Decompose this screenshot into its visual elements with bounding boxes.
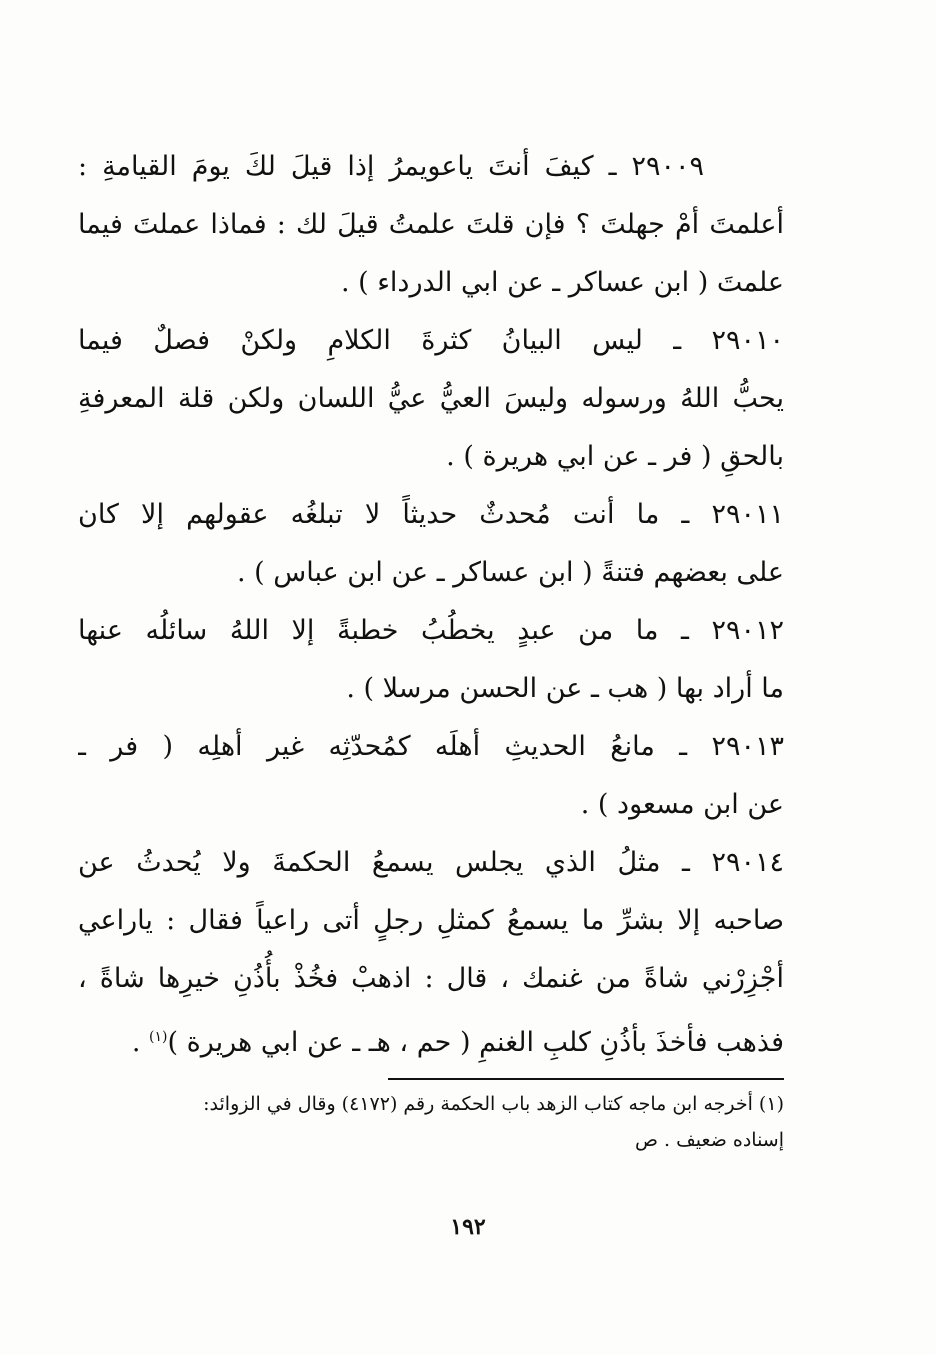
hadith-29011-line-1: ٢٩٠١١ ـ ما أنت مُحدثٌ حديثاً لا تبلغُه عقولهم إلا كان bbox=[78, 499, 784, 530]
hadith-29011-line-2: على بعضهم فتنةً ( ابن عساكر ـ عن ابن عباس ) . bbox=[237, 557, 784, 588]
hadith-29012-line-2: ما أراد بها ( هب ـ عن الحسن مرسلا ) . bbox=[346, 673, 784, 704]
hadith-29012-line-1: ٢٩٠١٢ ـ ما من عبدٍ يخطُبُ خطبةً إلا اللهُ سائلُه عنها bbox=[78, 615, 784, 646]
hadith-29014-line-4 bbox=[78, 1008, 784, 1066]
hadith-29009-line-1: ٢٩٠٠٩ ـ كيفَ أنتَ ياعويمرُ إذا قيلَ لكَ يومَ القيامةِ : bbox=[78, 151, 704, 182]
hadith-text-block bbox=[78, 138, 784, 1066]
footnote-marker: (١) bbox=[148, 1029, 168, 1045]
hadith-29014-line-3: أجْزِرْني شاةً من غنمك ، قال : اذهبْ فخُذْ بأُذُنِ خيرِها شاةً ، bbox=[78, 963, 784, 994]
hadith-29013-line-2: عن ابن مسعود ) . bbox=[580, 789, 784, 820]
hadith-29009-line-3: علمتَ ( ابن عساكر ـ عن ابي الدرداء ) . bbox=[340, 267, 784, 298]
footnote-line-2: إسناده ضعيف . ص bbox=[635, 1129, 784, 1151]
footnote-line-1: (١) أخرجه ابن ماجه كتاب الزهد باب الحكمة رقم (٤١٧٢) وقال في الزوائد: bbox=[203, 1093, 784, 1115]
hadith-29010-line-3: بالحقِ ( فر ـ عن ابي هريرة ) . bbox=[446, 441, 784, 472]
footnote-divider bbox=[388, 1078, 784, 1080]
hadith-29009-line-2: أعلمتَ أمْ جهلتَ ؟ فإن قلتَ علمتُ قيلَ لك : فماذا عملتَ فيما bbox=[78, 209, 784, 240]
hadith-29014-line-2: صاحبه إلا بشرِّ ما يسمعُ كمثلِ رجلٍ أتى راعياً فقال : ياراعي bbox=[78, 905, 784, 936]
hadith-29014-line-1: ٢٩٠١٤ ـ مثلُ الذي يجلس يسمعُ الحكمةَ ولا يُحدثُ عن bbox=[78, 847, 784, 878]
hadith-29014-line-4-end: . bbox=[131, 1027, 149, 1058]
footnote bbox=[78, 1086, 784, 1158]
hadith-29014-line-4-text: فذهب فأخذَ بأذُنِ كلبِ الغنمِ ( حم ، هـ ـ عن ابي هريرة ) bbox=[167, 1027, 784, 1058]
hadith-29010-line-2: يحبُّ اللهُ ورسوله وليسَ العيُّ عيُّ اللسان ولكن قلة المعرفةِ bbox=[78, 383, 784, 414]
page-number: ١٩٢ bbox=[450, 1214, 486, 1240]
hadith-29013-line-1: ٢٩٠١٣ ـ مانعُ الحديثِ أهلَه كمُحدّثِه غير أهلِه ( فر ـ bbox=[78, 731, 784, 762]
hadith-29010-line-1: ٢٩٠١٠ ـ ليس البيانُ كثرةَ الكلامِ ولكنْ فصلٌ فيما bbox=[78, 325, 784, 356]
